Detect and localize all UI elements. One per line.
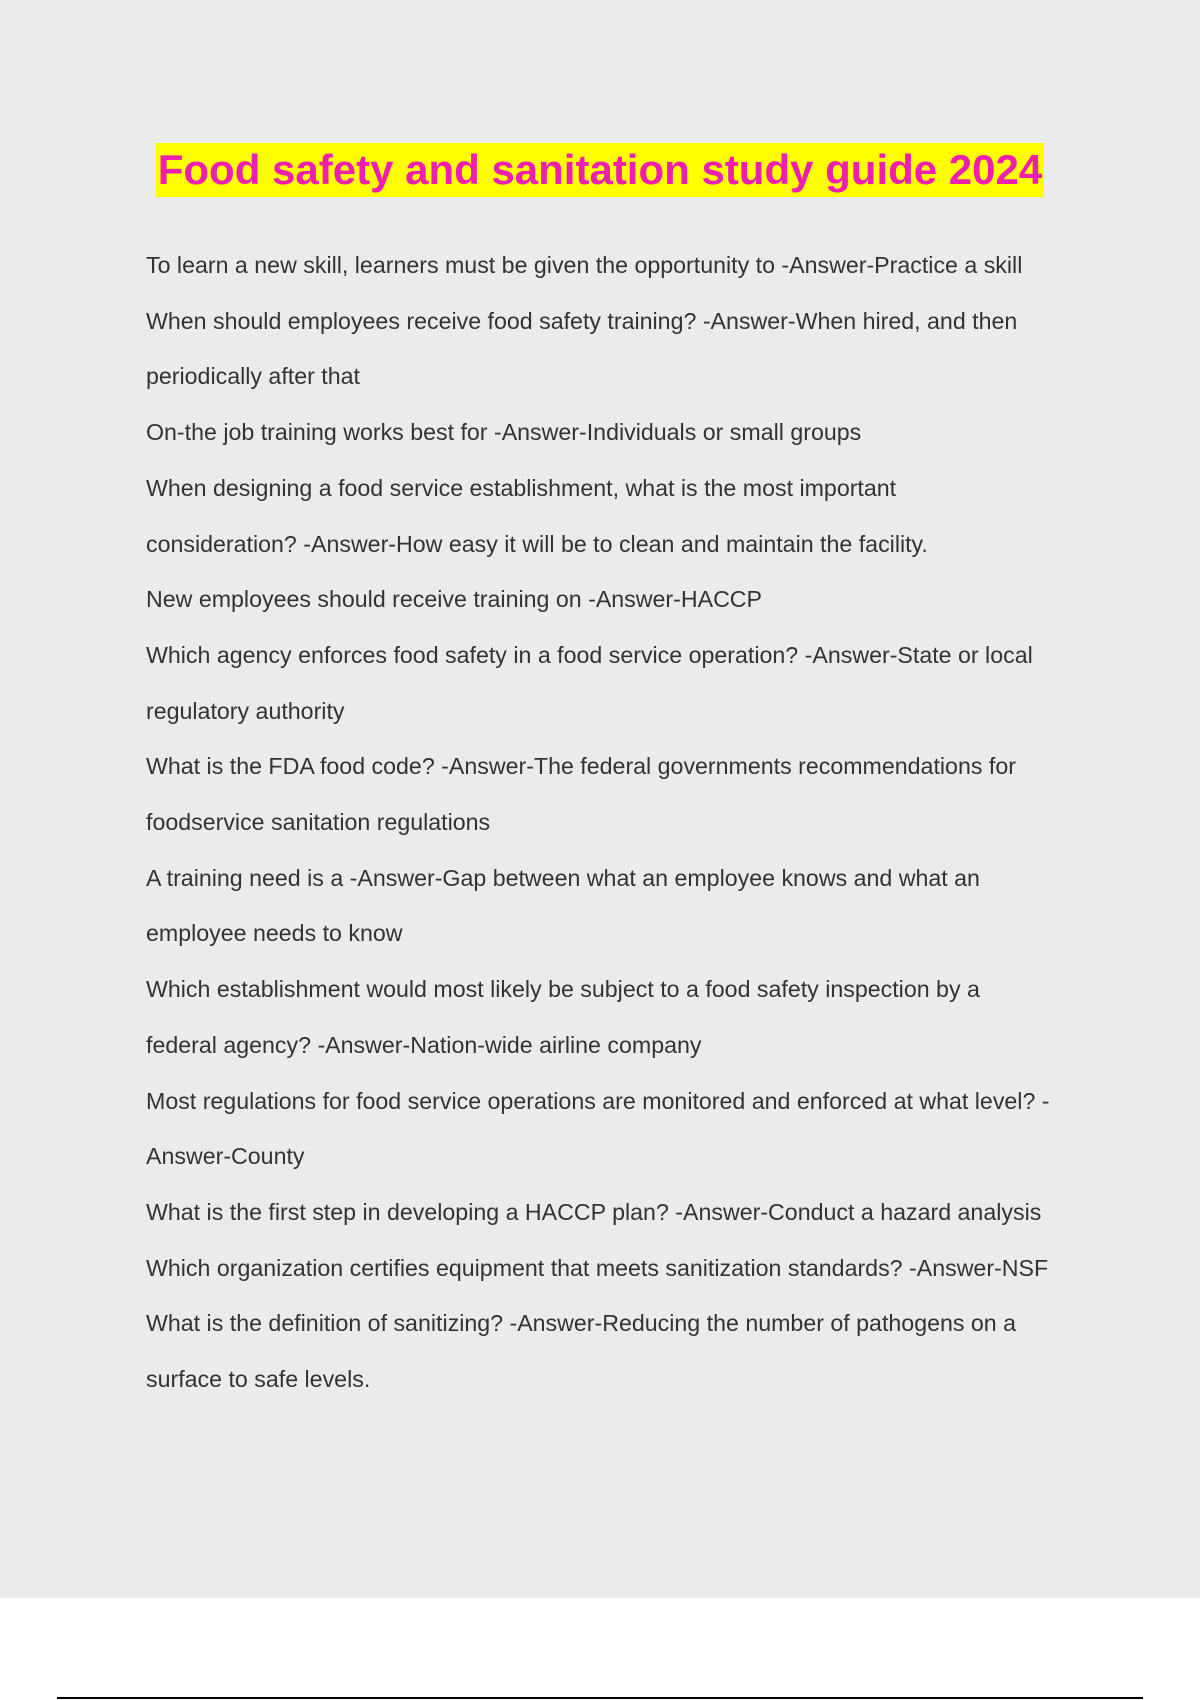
text-line: federal agency? -Answer-Nation-wide airline company <box>146 1031 702 1058</box>
text-line: Which establishment would most likely be subject to a food safety inspection by a <box>146 976 980 1003</box>
text-line: When should employees receive food safety training? -Answer-When hired, and then <box>146 307 1018 334</box>
text-line: periodically after that <box>146 363 360 390</box>
text-line: Which organization certifies equipment that meets sanitization standards? -Answer-NSF <box>146 1254 1049 1281</box>
text-line: What is the first step in developing a HACCP plan? -Answer-Conduct a hazard analysis <box>146 1198 1042 1225</box>
text-line: On-the job training works best for -Answer-Individuals or small groups <box>146 419 862 446</box>
text-line: When designing a food service establishment, what is the most important <box>146 474 897 501</box>
page-divider-line <box>57 1697 1143 1699</box>
document-title: Food safety and sanitation study guide 2024 <box>156 143 1045 197</box>
text-line: consideration? -Answer-How easy it will be to clean and maintain the facility. <box>146 530 928 557</box>
text-line: New employees should receive training on -Answer-HACCP <box>146 586 763 613</box>
text-line: Most regulations for food service operations are monitored and enforced at what level? - <box>146 1087 1050 1114</box>
text-line: regulatory authority <box>146 697 345 724</box>
text-line: What is the definition of sanitizing? -Answer-Reducing the number of pathogens on a <box>146 1310 1017 1337</box>
text-line: surface to safe levels. <box>146 1366 371 1393</box>
text-line: Answer-County <box>146 1143 305 1170</box>
text-line: To learn a new skill, learners must be given the opportunity to -Answer-Practice a skill <box>146 252 1023 278</box>
text-line: What is the FDA food code? -Answer-The federal governments recommendations for <box>146 753 1016 780</box>
study-guide-content <box>146 238 1086 1408</box>
text-line: A training need is a -Answer-Gap between what an employee knows and what an <box>146 864 980 891</box>
text-line: foodservice sanitation regulations <box>146 809 491 836</box>
text-line: Which agency enforces food safety in a food service operation? -Answer-State or local <box>146 641 1033 668</box>
text-line: employee needs to know <box>146 920 403 947</box>
title-block <box>0 143 1200 197</box>
